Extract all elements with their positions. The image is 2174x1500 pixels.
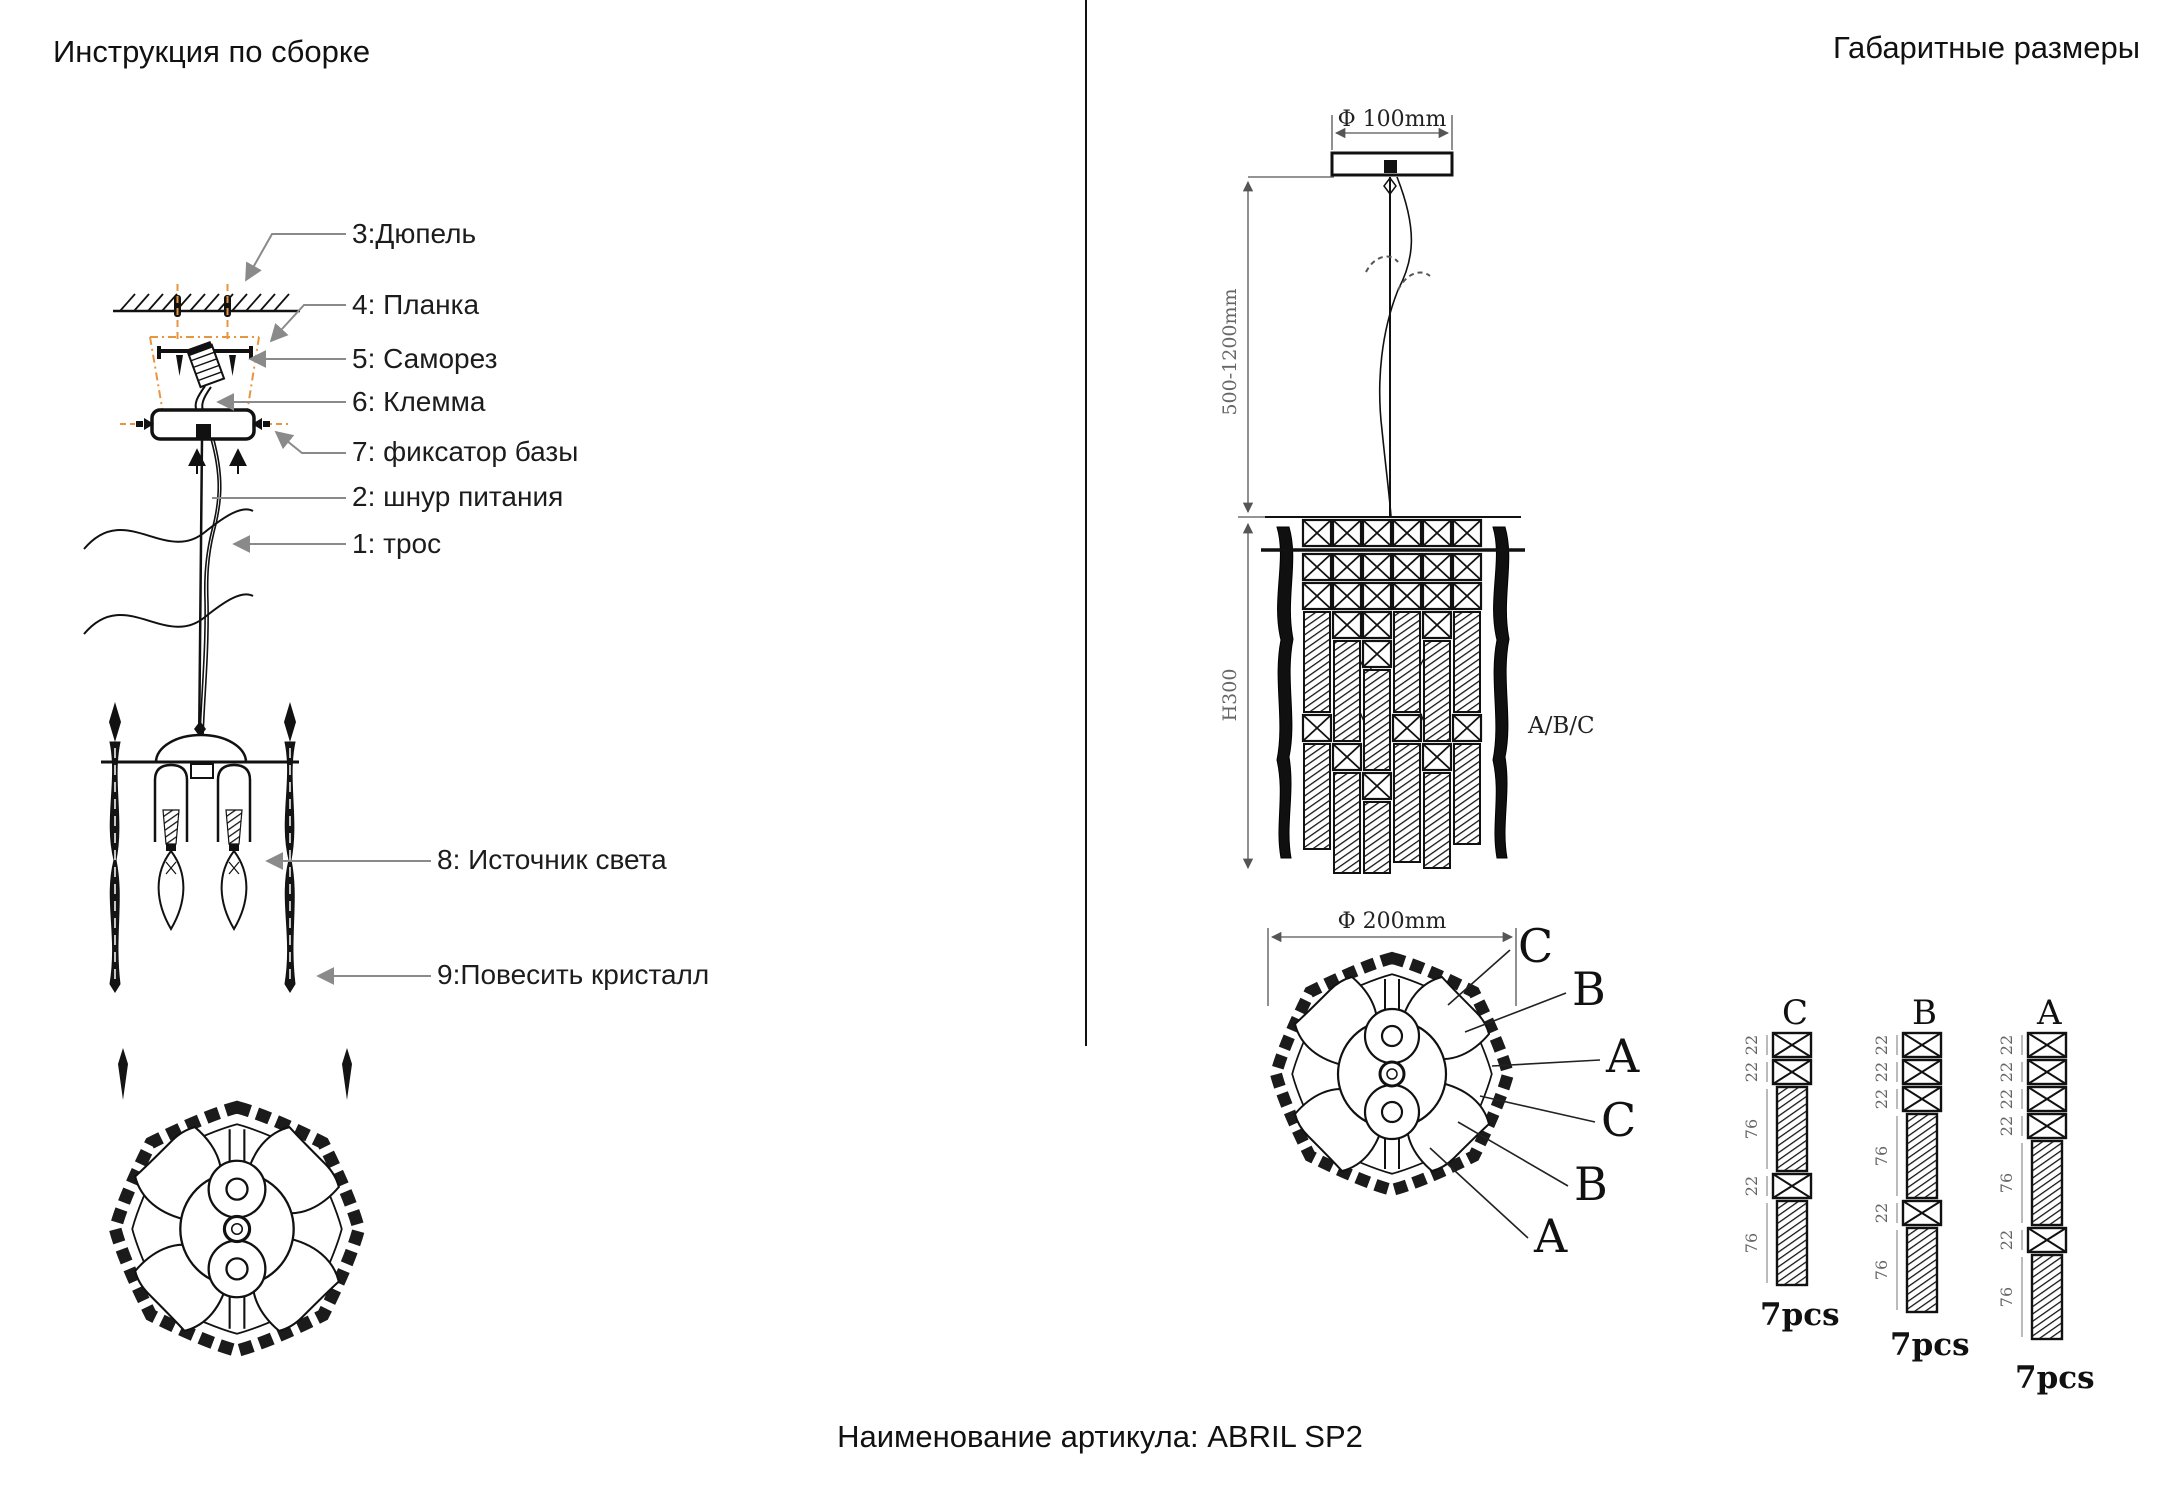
label-cord: 2: шнур питания xyxy=(352,481,564,512)
crystal-tip-right xyxy=(342,1048,352,1100)
label-dowel: 3:Дюпель xyxy=(352,218,477,249)
lamp-dome xyxy=(156,735,246,762)
strip-a-dim: 22 xyxy=(1997,1034,2016,1056)
callout-a2: A xyxy=(1534,1209,1568,1263)
strip-c-dim: 22 xyxy=(1742,1061,1761,1083)
left-title: Инструкция по сборке xyxy=(53,34,371,69)
dim-canopy xyxy=(1332,107,1452,150)
strip-b-dim: 76 xyxy=(1872,1145,1891,1167)
label-planka: 4: Планка xyxy=(352,289,480,320)
label-samorez: 5: Саморез xyxy=(352,343,498,374)
strip-b-dim: 76 xyxy=(1872,1259,1891,1281)
strip-a-dim: 22 xyxy=(1997,1229,2016,1251)
strip-a-dim: 76 xyxy=(1997,1286,2016,1308)
strip-a-qty: 7pcs xyxy=(2015,1360,2095,1396)
canopy-diameter-text: Φ 100mm xyxy=(1337,107,1447,132)
bar-notch xyxy=(191,764,213,778)
strip-c xyxy=(1742,993,1840,1333)
terminal-block xyxy=(187,341,224,387)
ceiling-hatch xyxy=(113,294,300,311)
strip-c-dim: 22 xyxy=(1742,1034,1761,1056)
label-klemma: 6: Клемма xyxy=(352,386,486,417)
strip-c-dim: 76 xyxy=(1742,1232,1761,1254)
strip-c-dim: 22 xyxy=(1742,1175,1761,1197)
part-labels xyxy=(352,218,709,990)
base-notch xyxy=(196,424,211,439)
strip-b-qty: 7pcs xyxy=(1890,1327,1970,1363)
callout-a1: A xyxy=(1606,1029,1640,1083)
strip-b-dim: 22 xyxy=(1872,1202,1891,1224)
candle-bulbs xyxy=(159,851,247,929)
canopy-lock xyxy=(1384,160,1397,173)
cable-length-text: 500-1200mm xyxy=(1219,288,1241,416)
article-name: Наименование артикула: ABRIL SP2 xyxy=(837,1419,1363,1454)
strip-b-letter: B xyxy=(1912,993,1937,1033)
strip-c-dim: 76 xyxy=(1742,1118,1761,1140)
screw-right xyxy=(229,355,236,376)
bottom-diameter-text: Φ 200mm xyxy=(1337,909,1447,934)
hanging-cord xyxy=(1380,177,1412,517)
strip-a-dim: 22 xyxy=(1997,1115,2016,1137)
strip-a-letter: A xyxy=(2037,993,2062,1033)
screw-left xyxy=(176,355,183,376)
callout-letters xyxy=(1518,919,1640,1263)
cable-break-symbol xyxy=(1366,257,1430,290)
crystal-pendant-right xyxy=(284,702,296,992)
callout-b1: B xyxy=(1572,962,1606,1016)
strip-b-dim: 22 xyxy=(1872,1088,1891,1110)
power-cord xyxy=(200,439,221,738)
right-title: Габаритные размеры xyxy=(1832,30,2140,65)
callout-c2: C xyxy=(1601,1093,1637,1147)
assembly-diagram xyxy=(84,218,709,1351)
strip-a xyxy=(1997,993,2095,1396)
strip-c-qty: 7pcs xyxy=(1760,1297,1840,1333)
dimensions-diagram xyxy=(1219,107,2095,1396)
label-fixator: 7: фиксатор базы xyxy=(352,436,579,467)
strip-a-dim: 22 xyxy=(1997,1088,2016,1110)
label-cable: 1: трос xyxy=(352,528,442,559)
label-hang-crystal: 9:Повесить кристалл xyxy=(437,959,710,990)
strip-b xyxy=(1872,993,1970,1363)
body-height-text: H300 xyxy=(1219,668,1241,722)
strip-a-dim: 76 xyxy=(1997,1172,2016,1194)
crystal-tip-left xyxy=(118,1048,128,1100)
label-light-source: 8: Источник света xyxy=(437,844,667,875)
bottom-view-left xyxy=(115,1107,359,1351)
terminal-wires xyxy=(196,386,211,412)
strip-b-dim: 22 xyxy=(1872,1061,1891,1083)
crystal-pendant-left xyxy=(109,702,121,992)
strip-a-dim: 22 xyxy=(1997,1061,2016,1083)
strip-c-letter: C xyxy=(1782,993,1809,1033)
callout-b2: B xyxy=(1574,1157,1608,1211)
callout-c1: C xyxy=(1518,919,1554,973)
strip-b-dim: 22 xyxy=(1872,1034,1891,1056)
break-waves xyxy=(84,509,253,634)
bottom-view-right xyxy=(1276,958,1508,1190)
crystal-kinds-text: A/B/C xyxy=(1528,713,1595,739)
crystal-drum xyxy=(1261,517,1525,873)
